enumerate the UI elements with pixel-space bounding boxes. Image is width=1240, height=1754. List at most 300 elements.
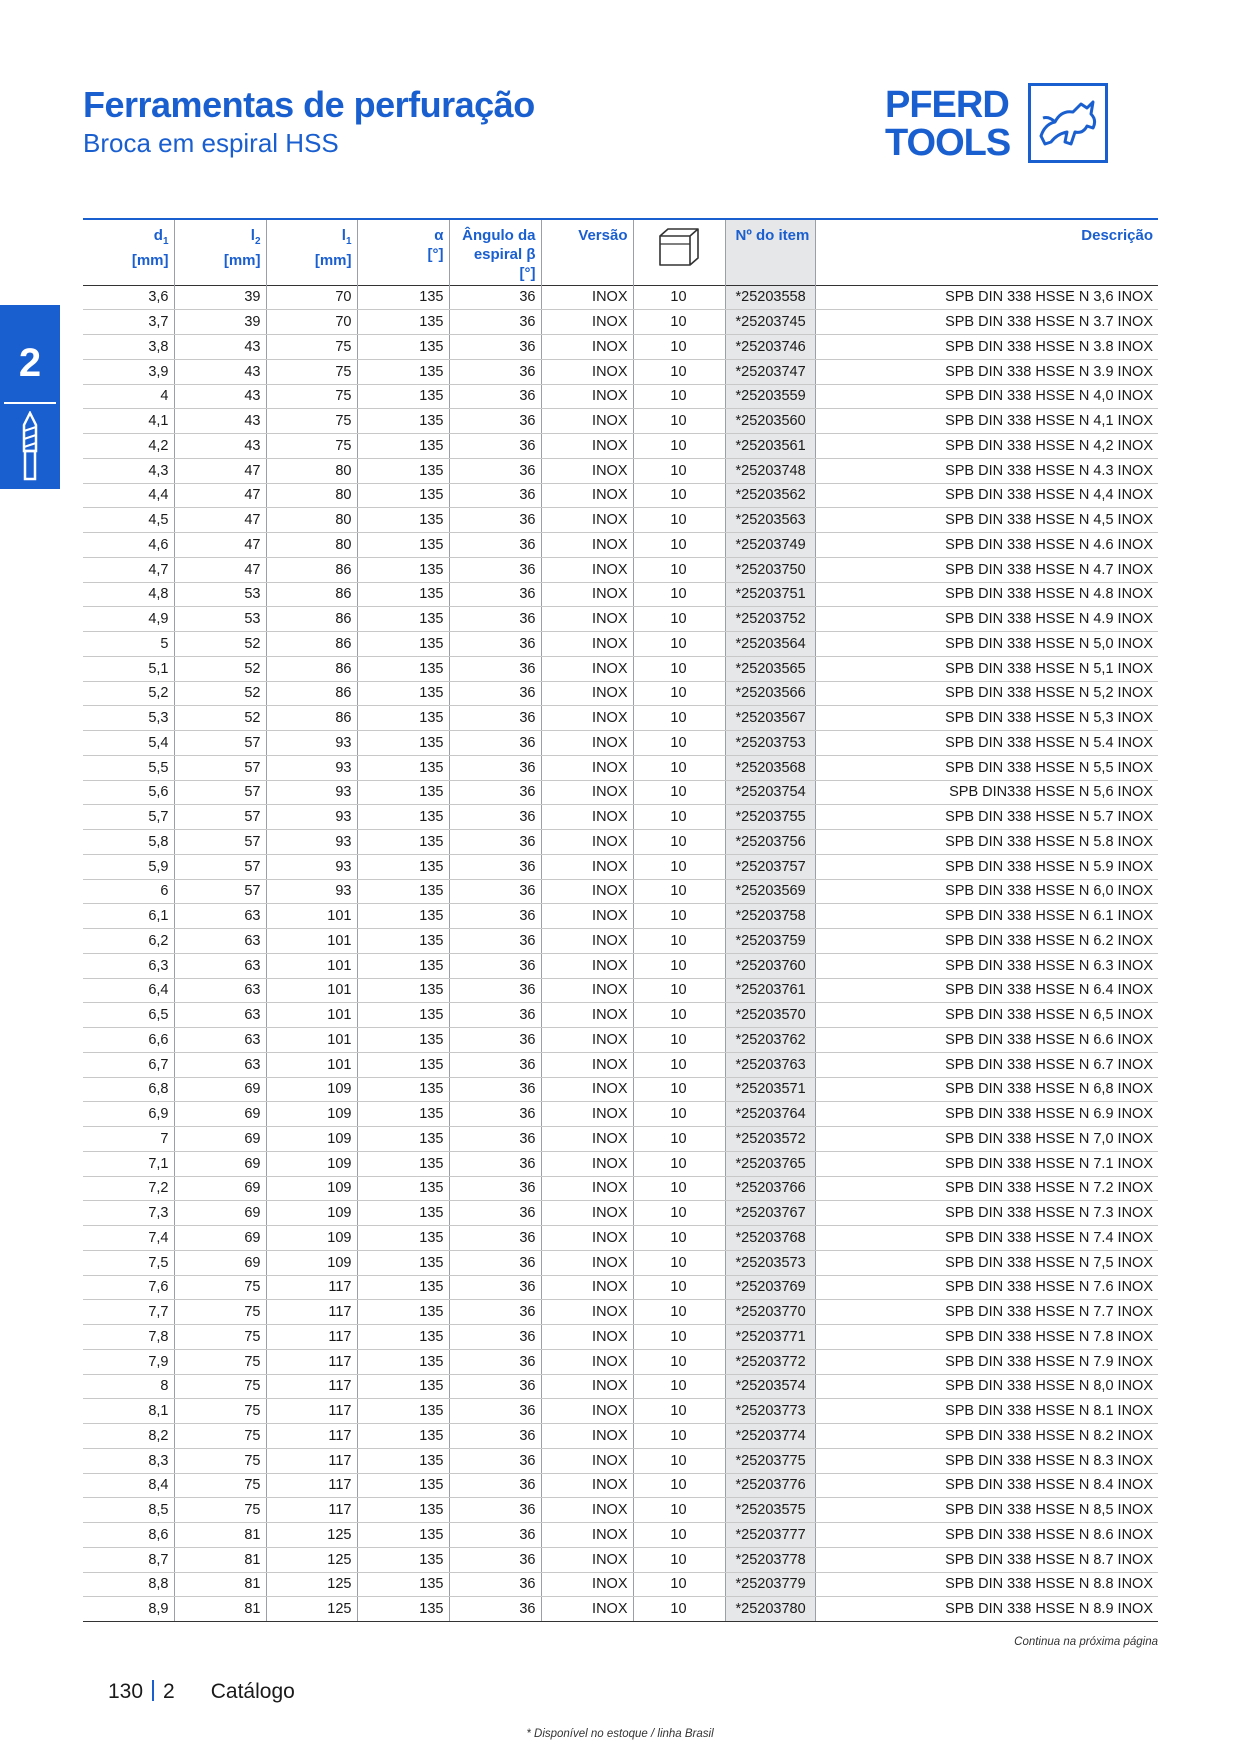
- cell-package-qty: 10: [633, 755, 725, 780]
- table-row: [83, 1349, 1158, 1374]
- cell-d1: 6,9: [83, 1102, 174, 1127]
- cell-d1: 7,9: [83, 1349, 174, 1374]
- cell-l1: 109: [266, 1201, 357, 1226]
- cell-l2: 75: [174, 1424, 266, 1449]
- cell-version: INOX: [541, 1597, 633, 1622]
- cell-helix-angle: 36: [449, 1300, 541, 1325]
- cell-l2: 69: [174, 1226, 266, 1251]
- cell-item-number: *25203560: [725, 409, 815, 434]
- cell-l2: 47: [174, 533, 266, 558]
- table-row: [83, 1127, 1158, 1152]
- cell-l1: 75: [266, 359, 357, 384]
- cell-helix-angle: 36: [449, 755, 541, 780]
- col-header-package: [633, 219, 725, 285]
- table-row: [83, 632, 1158, 657]
- cell-alpha: 135: [357, 533, 449, 558]
- cell-helix-angle: 36: [449, 1498, 541, 1523]
- cell-item-number: *25203571: [725, 1077, 815, 1102]
- cell-alpha: 135: [357, 1201, 449, 1226]
- cell-l1: 80: [266, 533, 357, 558]
- section-tab-number: 2: [18, 341, 42, 385]
- cell-item-number: *25203750: [725, 557, 815, 582]
- cell-l1: 93: [266, 755, 357, 780]
- page-title: Ferramentas de perfuração: [83, 84, 535, 125]
- cell-package-qty: 10: [633, 706, 725, 731]
- cell-description: SPB DIN 338 HSSE N 8.4 INOX: [815, 1473, 1158, 1498]
- cell-version: INOX: [541, 1349, 633, 1374]
- cell-version: INOX: [541, 1127, 633, 1152]
- cell-item-number: *25203761: [725, 978, 815, 1003]
- cell-item-number: *25203754: [725, 780, 815, 805]
- table-row: [83, 805, 1158, 830]
- cell-l1: 93: [266, 780, 357, 805]
- cell-l1: 93: [266, 830, 357, 855]
- cell-l2: 69: [174, 1176, 266, 1201]
- cell-version: INOX: [541, 359, 633, 384]
- cell-helix-angle: 36: [449, 285, 541, 310]
- cell-description: SPB DIN 338 HSSE N 5,1 INOX: [815, 656, 1158, 681]
- cell-description: SPB DIN 338 HSSE N 6,5 INOX: [815, 1003, 1158, 1028]
- table-row: [83, 1250, 1158, 1275]
- cell-l2: 39: [174, 310, 266, 335]
- cell-description: SPB DIN 338 HSSE N 6,8 INOX: [815, 1077, 1158, 1102]
- cell-alpha: 135: [357, 656, 449, 681]
- cell-d1: 8,5: [83, 1498, 174, 1523]
- cell-package-qty: 10: [633, 1300, 725, 1325]
- cell-package-qty: 10: [633, 1547, 725, 1572]
- cell-l2: 52: [174, 681, 266, 706]
- cell-alpha: 135: [357, 1349, 449, 1374]
- cell-package-qty: 10: [633, 1399, 725, 1424]
- cell-helix-angle: 36: [449, 830, 541, 855]
- cell-package-qty: 10: [633, 1003, 725, 1028]
- cell-item-number: *25203559: [725, 384, 815, 409]
- cell-l2: 47: [174, 458, 266, 483]
- cell-item-number: *25203562: [725, 483, 815, 508]
- cell-l2: 75: [174, 1300, 266, 1325]
- table-row: [83, 1523, 1158, 1548]
- cell-package-qty: 10: [633, 904, 725, 929]
- cell-alpha: 135: [357, 1498, 449, 1523]
- cell-package-qty: 10: [633, 1275, 725, 1300]
- table-row: [83, 904, 1158, 929]
- cell-l2: 52: [174, 706, 266, 731]
- table-row: [83, 706, 1158, 731]
- cell-d1: 3,6: [83, 285, 174, 310]
- cell-item-number: *25203752: [725, 607, 815, 632]
- cell-l2: 63: [174, 1052, 266, 1077]
- cell-package-qty: 10: [633, 533, 725, 558]
- table-body: [83, 285, 1158, 1622]
- cell-version: INOX: [541, 1424, 633, 1449]
- cell-item-number: *25203565: [725, 656, 815, 681]
- cell-description: SPB DIN 338 HSSE N 4.7 INOX: [815, 557, 1158, 582]
- cell-version: INOX: [541, 1448, 633, 1473]
- cell-package-qty: 10: [633, 582, 725, 607]
- cell-d1: 5,7: [83, 805, 174, 830]
- cell-item-number: *25203753: [725, 731, 815, 756]
- cell-description: SPB DIN 338 HSSE N 5,0 INOX: [815, 632, 1158, 657]
- table-row: [83, 458, 1158, 483]
- cell-l1: 101: [266, 1028, 357, 1053]
- cell-description: SPB DIN 338 HSSE N 5.8 INOX: [815, 830, 1158, 855]
- cell-d1: 4,1: [83, 409, 174, 434]
- cell-alpha: 135: [357, 1102, 449, 1127]
- cell-d1: 6,7: [83, 1052, 174, 1077]
- cell-item-number: *25203773: [725, 1399, 815, 1424]
- cell-version: INOX: [541, 1226, 633, 1251]
- cell-helix-angle: 36: [449, 1226, 541, 1251]
- cell-l1: 117: [266, 1325, 357, 1350]
- cell-description: SPB DIN 338 HSSE N 4.6 INOX: [815, 533, 1158, 558]
- cell-version: INOX: [541, 1201, 633, 1226]
- cell-version: INOX: [541, 879, 633, 904]
- cell-helix-angle: 36: [449, 978, 541, 1003]
- cell-description: SPB DIN 338 HSSE N 8,5 INOX: [815, 1498, 1158, 1523]
- cell-alpha: 135: [357, 483, 449, 508]
- cell-description: SPB DIN 338 HSSE N 8,0 INOX: [815, 1374, 1158, 1399]
- table-row: [83, 854, 1158, 879]
- cell-l1: 109: [266, 1250, 357, 1275]
- cell-alpha: 135: [357, 1547, 449, 1572]
- cell-helix-angle: 36: [449, 1424, 541, 1449]
- cell-d1: 4,9: [83, 607, 174, 632]
- cell-package-qty: 10: [633, 434, 725, 459]
- cell-d1: 5: [83, 632, 174, 657]
- cell-package-qty: 10: [633, 384, 725, 409]
- cell-alpha: 135: [357, 1250, 449, 1275]
- cell-l2: 63: [174, 1028, 266, 1053]
- cell-alpha: 135: [357, 434, 449, 459]
- cell-l1: 117: [266, 1374, 357, 1399]
- cell-version: INOX: [541, 953, 633, 978]
- table-row: [83, 582, 1158, 607]
- cell-helix-angle: 36: [449, 1547, 541, 1572]
- cell-l2: 39: [174, 285, 266, 310]
- cell-alpha: 135: [357, 1572, 449, 1597]
- cell-version: INOX: [541, 434, 633, 459]
- cell-d1: 8,9: [83, 1597, 174, 1622]
- cell-version: INOX: [541, 1028, 633, 1053]
- cell-helix-angle: 36: [449, 1127, 541, 1152]
- cell-helix-angle: 36: [449, 1572, 541, 1597]
- table-row: [83, 409, 1158, 434]
- cell-item-number: *25203766: [725, 1176, 815, 1201]
- cell-alpha: 135: [357, 1374, 449, 1399]
- cell-package-qty: 10: [633, 780, 725, 805]
- table-row: [83, 310, 1158, 335]
- cell-description: SPB DIN 338 HSSE N 4.8 INOX: [815, 582, 1158, 607]
- table-row: [83, 1275, 1158, 1300]
- cell-d1: 4,7: [83, 557, 174, 582]
- cell-version: INOX: [541, 929, 633, 954]
- cell-description: SPB DIN 338 HSSE N 3.7 INOX: [815, 310, 1158, 335]
- cell-item-number: *25203771: [725, 1325, 815, 1350]
- cell-item-number: *25203746: [725, 335, 815, 360]
- cell-version: INOX: [541, 1176, 633, 1201]
- cell-item-number: *25203574: [725, 1374, 815, 1399]
- cell-l1: 109: [266, 1151, 357, 1176]
- cell-package-qty: 10: [633, 557, 725, 582]
- cell-description: SPB DIN 338 HSSE N 4,5 INOX: [815, 508, 1158, 533]
- cell-l1: 86: [266, 681, 357, 706]
- cell-helix-angle: 36: [449, 805, 541, 830]
- cell-version: INOX: [541, 978, 633, 1003]
- cell-l2: 43: [174, 384, 266, 409]
- cell-description: SPB DIN 338 HSSE N 6,0 INOX: [815, 879, 1158, 904]
- cell-l1: 109: [266, 1226, 357, 1251]
- col-header-l1: $l_1$ [mm]: [266, 219, 357, 285]
- table-row: [83, 607, 1158, 632]
- cell-package-qty: 10: [633, 805, 725, 830]
- cell-d1: 7: [83, 1127, 174, 1152]
- cell-d1: 8,1: [83, 1399, 174, 1424]
- cell-d1: 7,8: [83, 1325, 174, 1350]
- cell-helix-angle: 36: [449, 1523, 541, 1548]
- cell-alpha: 135: [357, 1077, 449, 1102]
- cell-version: INOX: [541, 384, 633, 409]
- cell-package-qty: 10: [633, 1226, 725, 1251]
- cell-d1: 7,6: [83, 1275, 174, 1300]
- cell-l2: 53: [174, 607, 266, 632]
- cell-l1: 93: [266, 805, 357, 830]
- cell-package-qty: 10: [633, 1424, 725, 1449]
- footer-divider: [152, 1680, 154, 1701]
- cell-description: SPB DIN 338 HSSE N 7.3 INOX: [815, 1201, 1158, 1226]
- cell-package-qty: 10: [633, 483, 725, 508]
- cell-d1: 5,2: [83, 681, 174, 706]
- cell-d1: 5,1: [83, 656, 174, 681]
- cell-description: SPB DIN 338 HSSE N 7.7 INOX: [815, 1300, 1158, 1325]
- cell-l1: 86: [266, 582, 357, 607]
- cell-alpha: 135: [357, 929, 449, 954]
- cell-d1: 7,3: [83, 1201, 174, 1226]
- cell-alpha: 135: [357, 1127, 449, 1152]
- cell-helix-angle: 36: [449, 607, 541, 632]
- cell-description: SPB DIN 338 HSSE N 8.1 INOX: [815, 1399, 1158, 1424]
- cell-item-number: *25203768: [725, 1226, 815, 1251]
- cell-item-number: *25203757: [725, 854, 815, 879]
- cell-description: SPB DIN 338 HSSE N 4.9 INOX: [815, 607, 1158, 632]
- cell-alpha: 135: [357, 335, 449, 360]
- table-row: [83, 1424, 1158, 1449]
- cell-d1: 4,4: [83, 483, 174, 508]
- cell-l1: 93: [266, 854, 357, 879]
- cell-version: INOX: [541, 607, 633, 632]
- cell-package-qty: 10: [633, 1102, 725, 1127]
- cell-item-number: *25203569: [725, 879, 815, 904]
- cell-description: SPB DIN 338 HSSE N 4,1 INOX: [815, 409, 1158, 434]
- cell-item-number: *25203758: [725, 904, 815, 929]
- cell-package-qty: 10: [633, 978, 725, 1003]
- cell-helix-angle: 36: [449, 1003, 541, 1028]
- cell-helix-angle: 36: [449, 483, 541, 508]
- cell-item-number: *25203775: [725, 1448, 815, 1473]
- cell-helix-angle: 36: [449, 359, 541, 384]
- cell-helix-angle: 36: [449, 904, 541, 929]
- cell-version: INOX: [541, 483, 633, 508]
- table-row: [83, 483, 1158, 508]
- table-row: [83, 929, 1158, 954]
- cell-l2: 53: [174, 582, 266, 607]
- cell-version: INOX: [541, 1052, 633, 1077]
- cell-helix-angle: 36: [449, 508, 541, 533]
- cell-package-qty: 10: [633, 1176, 725, 1201]
- table-row: [83, 434, 1158, 459]
- cell-l2: 75: [174, 1325, 266, 1350]
- cell-d1: 5,9: [83, 854, 174, 879]
- table-row: [83, 1028, 1158, 1053]
- cell-helix-angle: 36: [449, 1374, 541, 1399]
- cell-package-qty: 10: [633, 458, 725, 483]
- table-row: [83, 1325, 1158, 1350]
- cell-helix-angle: 36: [449, 1473, 541, 1498]
- cell-description: SPB DIN 338 HSSE N 7,0 INOX: [815, 1127, 1158, 1152]
- cell-l1: 125: [266, 1597, 357, 1622]
- cell-helix-angle: 36: [449, 706, 541, 731]
- cell-alpha: 135: [357, 1176, 449, 1201]
- cell-l2: 57: [174, 755, 266, 780]
- cell-l2: 57: [174, 780, 266, 805]
- cell-l1: 101: [266, 904, 357, 929]
- cell-helix-angle: 36: [449, 582, 541, 607]
- cell-l2: 47: [174, 508, 266, 533]
- cell-description: SPB DIN 338 HSSE N 5.4 INOX: [815, 731, 1158, 756]
- cell-alpha: 135: [357, 1399, 449, 1424]
- cell-version: INOX: [541, 632, 633, 657]
- cell-description: SPB DIN 338 HSSE N 8.2 INOX: [815, 1424, 1158, 1449]
- cell-package-qty: 10: [633, 1374, 725, 1399]
- cell-l2: 81: [174, 1572, 266, 1597]
- cell-package-qty: 10: [633, 1572, 725, 1597]
- cell-package-qty: 10: [633, 1052, 725, 1077]
- footer-section: 2: [163, 1680, 175, 1703]
- section-tab-divider: [4, 402, 56, 404]
- table-row: [83, 1597, 1158, 1622]
- cell-helix-angle: 36: [449, 557, 541, 582]
- table-row: [83, 879, 1158, 904]
- col-header-d1: $d_1$ [mm]: [83, 219, 174, 285]
- col-header-item-number: Nº do item: [725, 219, 815, 285]
- cell-l2: 47: [174, 557, 266, 582]
- cell-item-number: *25203566: [725, 681, 815, 706]
- cell-item-number: *25203769: [725, 1275, 815, 1300]
- cell-item-number: *25203570: [725, 1003, 815, 1028]
- cell-version: INOX: [541, 409, 633, 434]
- cell-description: SPB DIN 338 HSSE N 4,4 INOX: [815, 483, 1158, 508]
- cell-alpha: 135: [357, 632, 449, 657]
- cell-package-qty: 10: [633, 409, 725, 434]
- cell-version: INOX: [541, 731, 633, 756]
- cell-package-qty: 10: [633, 830, 725, 855]
- cell-package-qty: 10: [633, 1201, 725, 1226]
- cell-l2: 43: [174, 335, 266, 360]
- cell-alpha: 135: [357, 1597, 449, 1622]
- table-row: [83, 1473, 1158, 1498]
- cell-description: SPB DIN 338 HSSE N 7.4 INOX: [815, 1226, 1158, 1251]
- cell-l2: 81: [174, 1523, 266, 1548]
- cell-item-number: *25203755: [725, 805, 815, 830]
- cell-d1: 8,2: [83, 1424, 174, 1449]
- cell-l2: 69: [174, 1201, 266, 1226]
- cell-d1: 8,3: [83, 1448, 174, 1473]
- cell-alpha: 135: [357, 706, 449, 731]
- cell-l2: 75: [174, 1448, 266, 1473]
- cell-alpha: 135: [357, 879, 449, 904]
- cell-alpha: 135: [357, 582, 449, 607]
- cell-l2: 43: [174, 409, 266, 434]
- table-row: [83, 681, 1158, 706]
- cell-package-qty: 10: [633, 1498, 725, 1523]
- cell-alpha: 135: [357, 1523, 449, 1548]
- cell-package-qty: 10: [633, 1151, 725, 1176]
- table-row: [83, 978, 1158, 1003]
- cell-d1: 7,2: [83, 1176, 174, 1201]
- cell-description: SPB DIN 338 HSSE N 7.8 INOX: [815, 1325, 1158, 1350]
- cell-item-number: *25203747: [725, 359, 815, 384]
- cell-helix-angle: 36: [449, 384, 541, 409]
- cell-item-number: *25203563: [725, 508, 815, 533]
- cell-l2: 75: [174, 1275, 266, 1300]
- cell-helix-angle: 36: [449, 681, 541, 706]
- cell-l1: 70: [266, 285, 357, 310]
- cell-d1: 6: [83, 879, 174, 904]
- cell-helix-angle: 36: [449, 731, 541, 756]
- cell-l1: 80: [266, 508, 357, 533]
- cell-helix-angle: 36: [449, 1275, 541, 1300]
- cell-l2: 75: [174, 1374, 266, 1399]
- cell-version: INOX: [541, 1077, 633, 1102]
- table-row: [83, 731, 1158, 756]
- cell-alpha: 135: [357, 1300, 449, 1325]
- cell-description: SPB DIN 338 HSSE N 3.8 INOX: [815, 335, 1158, 360]
- cell-version: INOX: [541, 681, 633, 706]
- cell-alpha: 135: [357, 1448, 449, 1473]
- cell-package-qty: 10: [633, 854, 725, 879]
- cell-item-number: *25203776: [725, 1473, 815, 1498]
- cell-alpha: 135: [357, 1325, 449, 1350]
- cell-alpha: 135: [357, 310, 449, 335]
- table-row: [83, 1151, 1158, 1176]
- cell-l1: 109: [266, 1127, 357, 1152]
- cell-description: SPB DIN 338 HSSE N 5,5 INOX: [815, 755, 1158, 780]
- cell-helix-angle: 36: [449, 1250, 541, 1275]
- table-row: [83, 1498, 1158, 1523]
- cell-version: INOX: [541, 904, 633, 929]
- cell-l2: 69: [174, 1127, 266, 1152]
- cell-l1: 117: [266, 1473, 357, 1498]
- cell-version: INOX: [541, 557, 633, 582]
- cell-helix-angle: 36: [449, 953, 541, 978]
- cell-l2: 52: [174, 632, 266, 657]
- cell-description: SPB DIN 338 HSSE N 5,2 INOX: [815, 681, 1158, 706]
- page-subtitle: Broca em espiral HSS: [83, 128, 339, 158]
- cell-l2: 69: [174, 1077, 266, 1102]
- cell-item-number: *25203759: [725, 929, 815, 954]
- cell-l2: 63: [174, 904, 266, 929]
- cell-d1: 5,8: [83, 830, 174, 855]
- cell-alpha: 135: [357, 1151, 449, 1176]
- cell-description: SPB DIN 338 HSSE N 4.3 INOX: [815, 458, 1158, 483]
- cell-item-number: *25203779: [725, 1572, 815, 1597]
- cell-l1: 117: [266, 1424, 357, 1449]
- cell-helix-angle: 36: [449, 533, 541, 558]
- cell-description: SPB DIN 338 HSSE N 7.9 INOX: [815, 1349, 1158, 1374]
- cell-package-qty: 10: [633, 1473, 725, 1498]
- cell-l1: 117: [266, 1399, 357, 1424]
- cell-description: SPB DIN 338 HSSE N 6.3 INOX: [815, 953, 1158, 978]
- cell-d1: 4,8: [83, 582, 174, 607]
